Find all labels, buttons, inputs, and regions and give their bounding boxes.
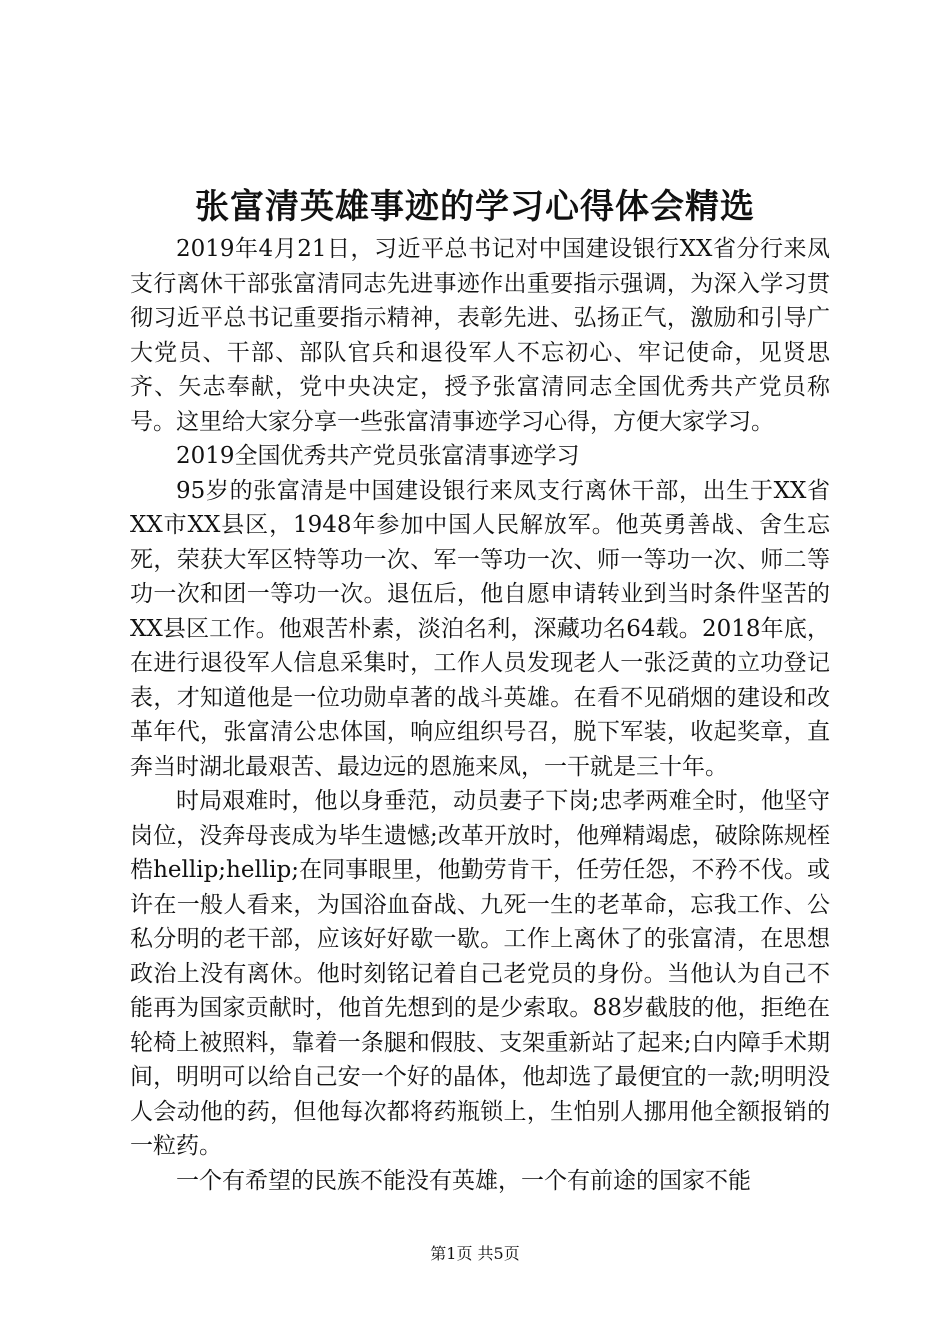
paragraph-closing: 一个有希望的民族不能没有英雄，一个有前途的国家不能 [176, 1167, 751, 1194]
paragraph-intro: 2019年4月21日，习近平总书记对中国建设银行XX省分行来凤支行离休干部张富清同志先进事迹作出重要指示强调，为深入学习贯彻习近平总书记重要指示精神，表彰先进、弘扬正气，激励和引导广大党员、干部、部队官兵和退役军人不忘初心、牢记使命，见贤思齐、矢志奉献，党中央决定，授予张富清同志全国优秀共产党员称号。这里给大家分享一些张富清事迹学习心得，方便大家学习。 [130, 236, 830, 435]
paragraph-biography: 95岁的张富清是中国建设银行来凤支行离休干部，出生于XX省XX市XX县区，1948年参加中国人民解放军。他英勇善战、舍生忘死，荣获大军区特等功一次、军一等功一次、师一等功一次、师二等功一次和团一等功一次。退伍后，他自愿申请转业到当时条件坚苦的XX县区工作。他艰苦朴素，淡泊名利，深藏功名64载。2018年底，在进行退役军人信息采集时，工作人员发现老人一张泛黄的立功登记表，才知道他是一位功勋卓著的战斗英雄。在看不见硝烟的建设和改革年代，张富清公忠体国，响应组织号召，脱下军装，收起奖章，直奔当时湖北最艰苦、最边远的恩施来凤，一干就是三十年。 [130, 477, 830, 780]
page-number-footer: 第1页 共5页 [430, 1244, 520, 1263]
document-body [130, 232, 830, 1198]
paragraph-subheading: 2019全国优秀共产党员张富清事迹学习 [176, 443, 580, 469]
paragraph-deeds: 时局艰难时，他以身垂范，动员妻子下岗;忠孝两难全时，他坚守岗位，没奔母丧成为毕生遗憾;改革开放时，他殚精竭虑，破除陈规桎梏hellip;hellip;在同事眼里，他勤劳肯干，任劳任怨，不矜不伐。或许在一般人看来，为国浴血奋战、九死一生的老革命，忘我工作、公私分明的老干部，应该好好歇一歇。工作上离休了的张富清，在思想政治上没有离休。他时刻铭记着自己老党员的身份。当他认为自己不能再为国家贡献时，他首先想到的是少索取。88岁截肢的他，拒绝在轮椅上被照料，靠着一条腿和假肢、支架重新站了起来;白内障手术期间，明明可以给自己安一个好的晶体，他却选了最便宜的一款;明明没人会动他的药，但他每次都将药瓶锁上，生怕别人挪用他全额报销的一粒药。 [130, 788, 830, 1159]
document-title: 张富清英雄事迹的学习心得体会精选 [195, 187, 755, 227]
